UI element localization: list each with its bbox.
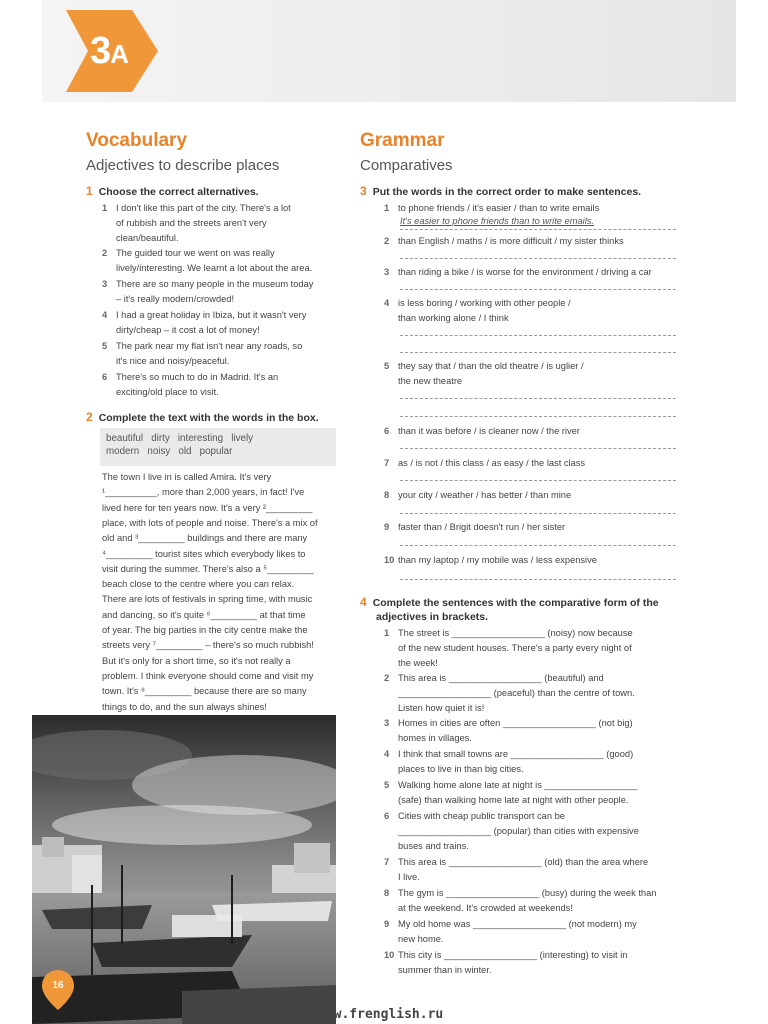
item-number: 1 <box>384 203 390 213</box>
item-number: 4 <box>102 310 108 320</box>
item-line: __________________ (popular) than cities with expensive <box>398 826 639 836</box>
item-line: I live. <box>398 872 420 882</box>
item-number: 2 <box>384 236 390 246</box>
item-line: dirty/cheap – it cost a lot of money! <box>116 325 260 335</box>
exercise-number: 4 <box>360 595 367 609</box>
text-line: The town I live in is called Amira. It's very <box>102 472 272 482</box>
exercise-instruction: Complete the sentences with the comparative form of the <box>372 597 659 609</box>
answer-line[interactable] <box>400 513 676 514</box>
exercise-1-heading <box>86 184 259 198</box>
item-line: the new theatre <box>398 376 463 386</box>
item-number: 5 <box>102 341 108 351</box>
exercise-instruction: adjectives in brackets. <box>376 611 489 623</box>
text-line: old and ³_________ buildings and there are many <box>102 533 308 544</box>
text-line: streets very ⁷_________ – there's so much rubbish! <box>102 640 314 651</box>
item-line: buses and trains. <box>398 841 469 851</box>
item-line: than English / maths / is more difficult / my sister thinks <box>398 236 624 246</box>
grammar-title: Grammar <box>360 130 445 151</box>
item-line: lively/interesting. We learnt a lot about the area. <box>116 263 313 273</box>
item-line: of the new student houses. There's a party every night of <box>398 643 632 653</box>
item-line: they say that / than the old theatre / is uglier / <box>398 361 584 371</box>
word-box <box>100 428 336 466</box>
exercise-instruction: Complete the text with the words in the box. <box>98 412 319 424</box>
item-number: 2 <box>384 673 390 683</box>
item-line: it's nice and noisy/peaceful. <box>116 356 230 366</box>
item-number: 2 <box>102 248 108 258</box>
item-number: 3 <box>102 279 108 289</box>
item-number: 5 <box>384 780 390 790</box>
item-line: This area is __________________ (old) than the area where <box>398 857 649 867</box>
item-number: 4 <box>384 298 390 308</box>
text-line: ¹__________, more than 2,000 years, in fact! I've <box>102 487 305 498</box>
answer-line[interactable] <box>400 579 676 580</box>
text-line: ⁴_________ tourist sites which everybody likes to <box>102 548 306 559</box>
text-line: and dancing, so it's quite ⁶_________ at that time <box>102 609 306 620</box>
exercise-instruction: Choose the correct alternatives. <box>98 186 259 198</box>
item-line: This area is __________________ (beautiful) and <box>398 673 604 683</box>
grammar-subtitle: Comparatives <box>360 157 453 174</box>
answer-line[interactable] <box>400 335 676 336</box>
item-line: faster than / Brigit doesn't run / her sister <box>398 522 566 532</box>
item-line: your city / weather / has better / than mine <box>398 490 572 500</box>
item-line: Walking home alone late at night is __________________ <box>398 780 638 790</box>
item-line: There are so many people in the museum today <box>116 279 314 289</box>
unit-badge <box>66 10 158 92</box>
exercise-instruction: Put the words in the correct order to make sentences. <box>372 186 642 198</box>
item-line: clean/beautiful. <box>116 233 179 243</box>
item-line: The guided tour we went on was really <box>116 248 275 258</box>
exercise-3-heading <box>360 184 641 198</box>
item-number: 7 <box>384 458 390 468</box>
item-line: Cities with cheap public transport can be <box>398 811 565 821</box>
exercise-4-heading <box>360 595 659 624</box>
footer-url: www.frenglish.ru <box>318 1007 444 1022</box>
item-number: 7 <box>384 857 390 867</box>
item-line: than working alone / I think <box>398 313 509 323</box>
item-line: exciting/old place to visit. <box>116 387 219 397</box>
unit-letter: A <box>110 39 128 69</box>
answer-line[interactable] <box>400 545 676 546</box>
item-number: 4 <box>384 749 390 759</box>
item-line: the week! <box>398 658 438 668</box>
exercise-2-heading <box>86 410 319 424</box>
harbour-photo <box>32 715 336 1024</box>
item-line: to phone friends / it's easier / than to write emails <box>398 203 600 213</box>
word-box-line: modern noisy old popular <box>106 446 233 457</box>
item-number: 8 <box>384 490 390 500</box>
exercise-number: 2 <box>86 410 93 424</box>
page-number: 16 <box>52 980 64 991</box>
item-line: I think that small towns are __________________ (good) <box>398 749 634 759</box>
item-number: 1 <box>384 628 390 638</box>
unit-number: 3 <box>90 30 111 72</box>
answer-line[interactable] <box>400 480 676 481</box>
vocabulary-subtitle: Adjectives to describe places <box>86 157 280 174</box>
item-line: – it's really modern/crowded! <box>116 294 235 304</box>
item-number: 6 <box>102 372 108 382</box>
item-line: Listen how quiet it is! <box>398 703 485 713</box>
exercise-number: 3 <box>360 184 367 198</box>
text-line: place, with lots of people and noise. There's a mix of <box>102 517 318 528</box>
item-number: 9 <box>384 522 390 532</box>
item-line: I don't like this part of the city. There's a lot <box>116 203 291 213</box>
unit-label <box>90 30 128 73</box>
answer-line[interactable] <box>400 352 676 353</box>
text-line: problem. I think everyone should come and visit my <box>102 670 314 681</box>
word-box-line: beautiful dirty interesting lively <box>106 433 254 444</box>
answer-line[interactable] <box>400 289 676 290</box>
item-line: than it was before / is cleaner now / the river <box>398 426 580 436</box>
item-line: than riding a bike / is worse for the environment / driving a car <box>398 267 652 277</box>
item-line: summer than in winter. <box>398 965 492 975</box>
text-line: things to do, and the sun always shines! <box>102 701 267 712</box>
item-number: 8 <box>384 888 390 898</box>
item-line: homes in villages. <box>398 733 472 743</box>
item-line: The park near my flat isn't near any roads, so <box>116 341 303 351</box>
text-line: beach close to the centre where you can relax. <box>102 579 295 590</box>
example-answer: It's easier to phone friends than to write emails. <box>400 216 595 226</box>
item-line: My old home was __________________ (not modern) my <box>398 919 637 929</box>
item-line: I had a great holiday in Ibiza, but it wasn't very <box>116 310 307 320</box>
item-number: 3 <box>384 718 390 728</box>
item-line: Homes in cities are often __________________ (not big) <box>398 718 633 728</box>
item-line: than my laptop / my mobile was / less expensive <box>398 555 597 565</box>
vocabulary-title: Vocabulary <box>86 130 188 151</box>
item-line: places to live in than big cities. <box>398 764 524 774</box>
item-line: (safe) than walking home late at night with other people. <box>398 795 629 805</box>
answer-line <box>400 229 676 230</box>
text-line: lived here for ten years now. It's a very ²_________ <box>102 502 313 513</box>
item-number: 6 <box>384 811 390 821</box>
item-line: The street is __________________ (noisy) now because <box>398 628 633 638</box>
answer-line[interactable] <box>400 448 676 449</box>
text-line: But it's only for a short time, so it's not really a <box>102 655 291 666</box>
item-line: of rubbish and the streets aren't very <box>116 218 267 228</box>
text-line: town. It's ⁸_________ because there are so many <box>102 686 307 697</box>
item-line: This city is __________________ (interesting) to visit in <box>398 950 628 960</box>
item-number: 5 <box>384 361 390 371</box>
exercise-number: 1 <box>86 184 93 198</box>
answer-line[interactable] <box>400 258 676 259</box>
item-number: 1 <box>102 203 108 213</box>
item-line: at the weekend. It's crowded at weekends! <box>398 903 573 913</box>
text-line: visit during the summer. There's also a ⁵_________ <box>102 563 314 574</box>
item-number: 9 <box>384 919 390 929</box>
text-line: There are lots of festivals in spring time, with music <box>102 594 313 605</box>
item-number: 6 <box>384 426 390 436</box>
text-line: of year. The big parties in the city centre make the <box>102 625 308 635</box>
item-line: as / is not / this class / as easy / the last class <box>398 458 586 468</box>
item-line: The gym is __________________ (busy) during the week than <box>398 888 657 898</box>
item-line: new home. <box>398 934 444 944</box>
answer-line[interactable] <box>400 398 676 399</box>
item-number: 10 <box>384 950 395 960</box>
answer-line[interactable] <box>400 416 676 417</box>
item-number: 10 <box>384 555 395 565</box>
item-line: is less boring / working with other people / <box>398 298 571 308</box>
item-number: 3 <box>384 267 390 277</box>
item-line: There's so much to do in Madrid. It's an <box>116 372 279 382</box>
item-line: __________________ (peaceful) than the centre of town. <box>398 688 635 698</box>
